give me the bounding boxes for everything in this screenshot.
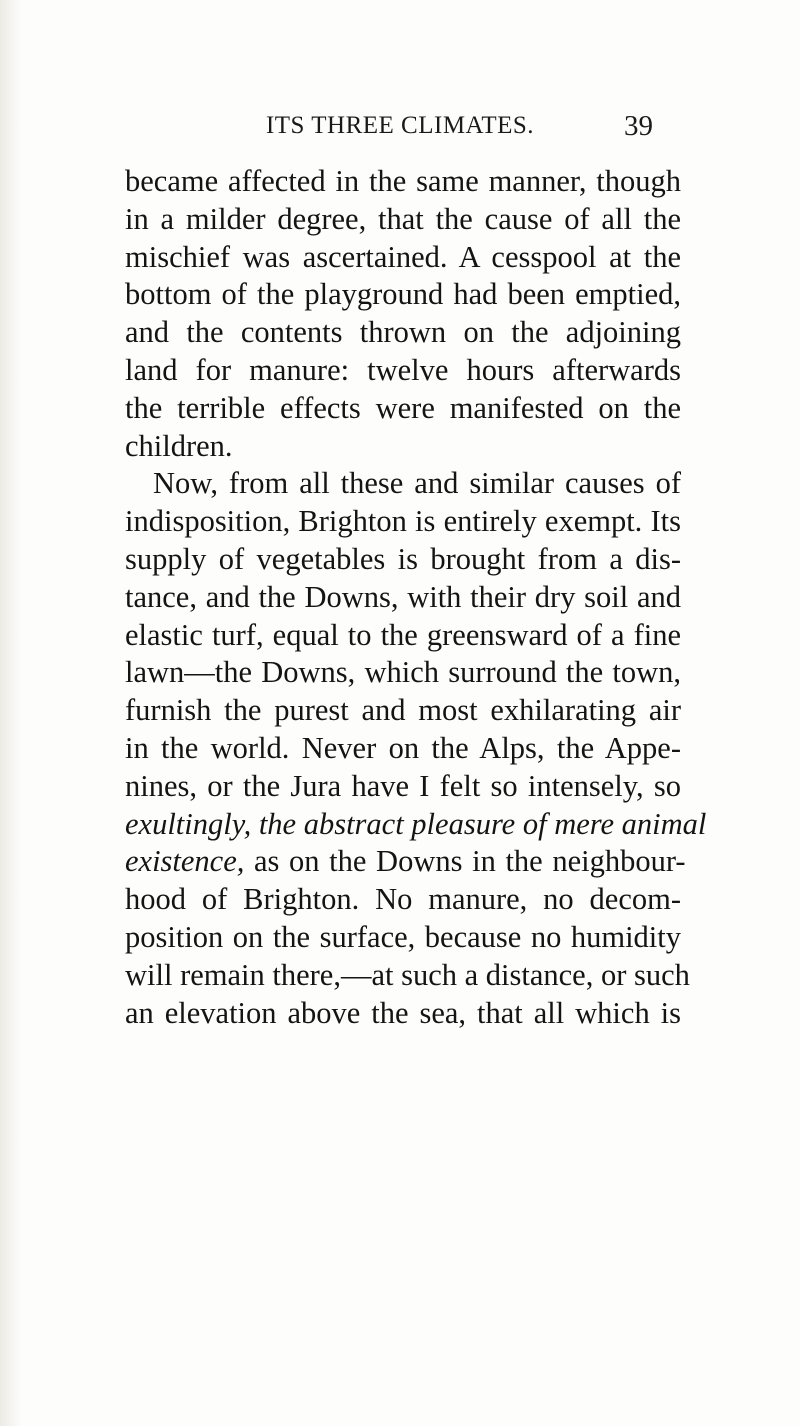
- text-line: tance, and the Downs, with their dry soil and: [125, 579, 681, 614]
- text-line: will remain there,—at such a distance, or such: [125, 957, 690, 992]
- text-line: the terrible effects were manifested on the: [125, 390, 681, 425]
- text-line: an elevation above the sea, that all which is: [125, 995, 681, 1030]
- paragraph-start-line: Now, from all these and similar causes of: [153, 466, 681, 501]
- roman-phrase: as on the Downs in the neighbour-: [244, 844, 686, 879]
- text-line: hood of Brighton. No manure, no decom-: [125, 882, 681, 917]
- page-number: 39: [624, 110, 653, 142]
- text-line: elastic turf, equal to the greensward of a fine: [125, 617, 681, 652]
- italic-phrase: existence,: [125, 844, 245, 879]
- running-title: ITS THREE CLIMATES.: [265, 112, 535, 139]
- text-line: became affected in the same manner, though: [125, 164, 681, 198]
- running-head: [0, 111, 800, 141]
- mixed-text-line: [125, 843, 686, 881]
- text-line: position on the surface, because no humidity: [125, 920, 681, 954]
- gutter-shadow: [0, 0, 22, 1426]
- text-line: bottom of the playground had been emptied,: [125, 277, 681, 312]
- text-line: lawn—the Downs, which surround the town,: [125, 655, 681, 690]
- text-line: land for manure: twelve hours afterwards: [125, 353, 681, 387]
- paragraph-end-line: children.: [125, 428, 233, 463]
- text-line: mischief was ascertained. A cesspool at the: [125, 239, 681, 274]
- text-line: in the world. Never on the Alps, the Appe-: [125, 731, 681, 765]
- text-line: and the contents thrown on the adjoining: [125, 315, 681, 350]
- text-line: nines, or the Jura have I felt so intensely, so: [125, 768, 681, 803]
- italic-text-line: exultingly, the abstract pleasure of mere animal: [125, 806, 707, 841]
- text-line: supply of vegetables is brought from a dis-: [125, 542, 681, 576]
- text-line: indisposition, Brighton is entirely exempt. Its: [125, 504, 681, 539]
- text-line: in a milder degree, that the cause of all the: [125, 201, 681, 236]
- text-line: furnish the purest and most exhilarating air: [125, 693, 681, 728]
